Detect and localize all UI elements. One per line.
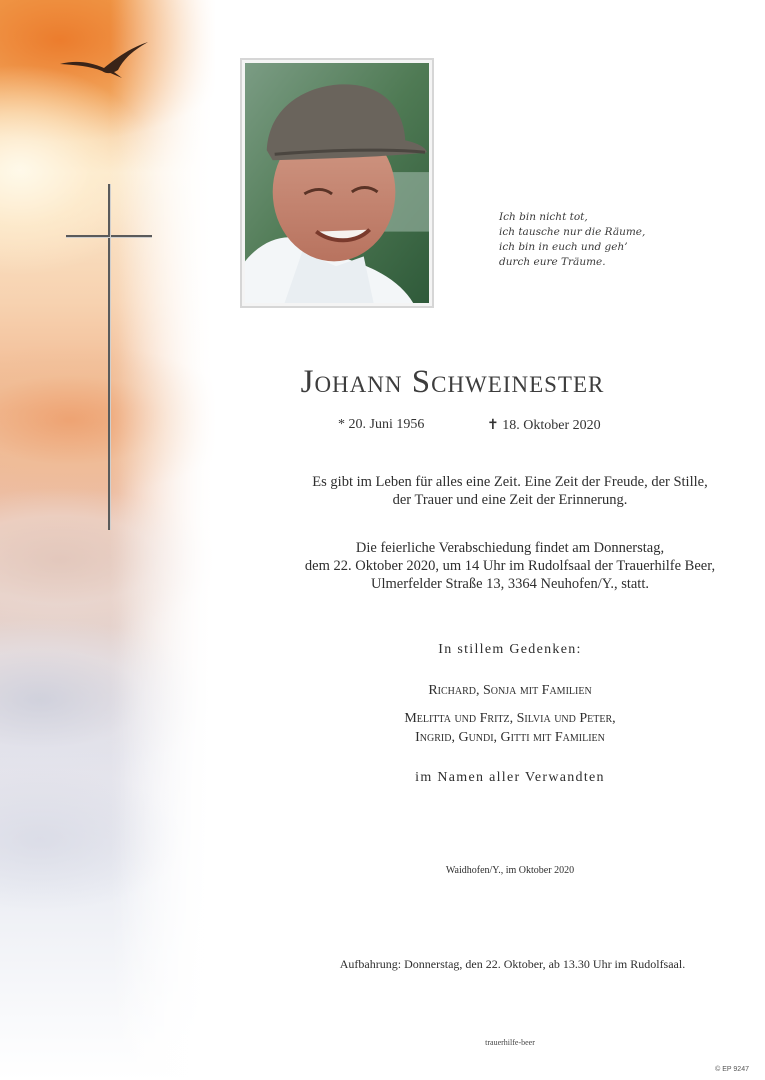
death-date: ✝ 18. Oktober 2020 [487, 418, 601, 433]
poem [499, 210, 645, 270]
print-code: © EP 9247 [715, 1066, 749, 1073]
mourners-line: Richard, Sonja mit Familien [428, 683, 592, 698]
bird-icon [58, 38, 150, 80]
poem-line: ich tausche nur die Räume, [499, 226, 646, 238]
poem-line: durch eure Träume. [499, 256, 606, 268]
place-date: Waidhofen/Y., im Oktober 2020 [445, 865, 575, 876]
life-quote [215, 473, 765, 509]
birth-date: * 20. Juni 1956 [338, 417, 425, 432]
viewing-notice: Aufbahrung: Donnerstag, den 22. Oktober, ab 13.30 Uhr im Rudolfsaal. [339, 957, 686, 971]
mourners-closing: im Namen aller Verwandten [415, 770, 605, 785]
portrait-photo [240, 58, 434, 308]
portrait-image [245, 63, 429, 303]
mourners-heading: In stillem Gedenken: [438, 642, 582, 657]
life-quote-line: Es gibt im Leben für alles eine Zeit. Eine Zeit der Freude, der Stille, [312, 474, 708, 490]
ceremony-announcement [215, 539, 765, 593]
cross-icon [66, 184, 152, 530]
sky-fade [110, 0, 230, 1080]
ceremony-line: dem 22. Oktober 2020, um 14 Uhr im Rudolfsaal der Trauerhilfe Beer, [304, 558, 716, 574]
poem-line: ich bin in euch und geh’ [499, 241, 628, 253]
deceased-name: Johann Schweinester [300, 364, 605, 400]
life-quote-line: der Trauer und eine Zeit der Erinnerung. [392, 492, 628, 508]
ceremony-line: Die feierliche Verabschiedung findet am Donnerstag, [355, 540, 665, 556]
poem-line: Ich bin nicht tot, [499, 211, 588, 223]
ceremony-line: Ulmerfelder Straße 13, 3364 Neuhofen/Y., statt. [371, 576, 649, 592]
mourners-line: Ingrid, Gundi, Gitti mit Familien [415, 730, 605, 745]
brand-label: trauerhilfe-beer [485, 1038, 535, 1047]
mourners-line: Melitta und Fritz, Silvia und Peter, [404, 711, 616, 726]
